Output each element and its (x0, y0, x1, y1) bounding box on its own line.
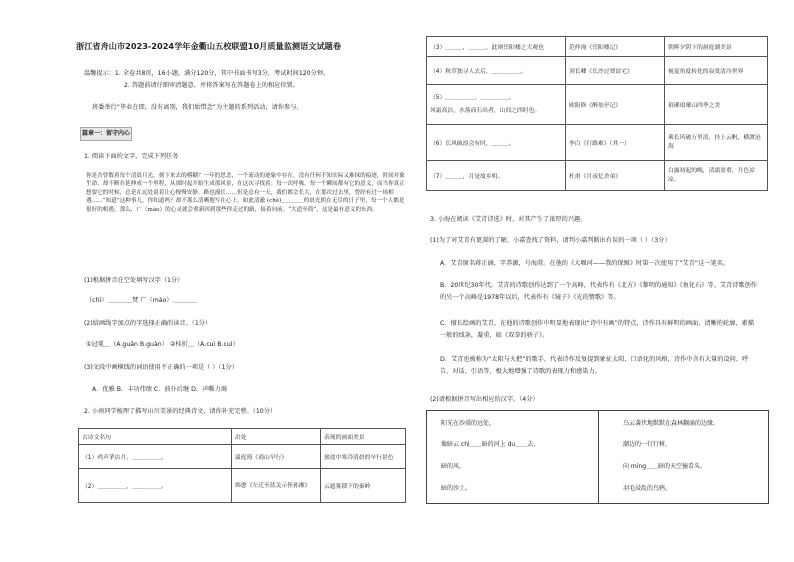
poem-line: 潮边的一行行树， (623, 441, 672, 448)
table-cell: （6）长风破浪会有时，＿＿＿。 (427, 125, 566, 161)
table-cell: 视觉角度转化的寂寞清冷世界 (665, 57, 768, 85)
question-3-1: (1)为了对艾青有更深的了解，小嘉查找了资料，请判小嘉判断出有误的一项（ ）（3分） (430, 237, 671, 244)
poem-line: 羽毛浸乱的鸟鸦。 (623, 485, 672, 492)
question-1-2-options: ①冠冕＿（A.guān B.guàn） ②桂折＿（A.cuì B.cuì） (86, 341, 239, 348)
table-cell: 刘长卿《长沙过贾谊宅》 (566, 57, 665, 85)
table-row (427, 125, 768, 161)
table-cell: 旅途中寒冷清晨的早行景色 (321, 445, 406, 469)
table-cell: 云遮雾锁下的秦岭 (321, 469, 406, 503)
table-row (427, 85, 768, 125)
poem-box-left (426, 410, 599, 504)
table-cell: （5）＿＿＿＿＿，＿＿＿＿＿。 风霜高洁，水落而石出者，山间之四时也。 (427, 85, 566, 125)
option-a: A．艾青原名蒋正涵，字养源，号海澄。在他的《大堰河——我的保姆》时第一次使用了“艾青”这一笔名。 (440, 260, 730, 267)
poem-line: 向 ming＿＿暗的天空撞看头， (623, 463, 707, 470)
option-b: B．20世纪30年代，艾青的诗歌创作达到了一个高峰，代表作有《北方》《黎明的通知》《鱼化石》等。艾青诗歌创作的另一个高峰是1978年以后，代表作有《镜子》《光的赞歌》等。 (440, 282, 757, 301)
table-cell: 琅琊琅琊山四季之美 (665, 85, 768, 125)
table-row (427, 57, 768, 85)
question-1-3: (3)文段中画横线的词语使用不正确的一项是（ ）（1分） (84, 364, 238, 371)
question-1-2: (2)给画线字加点的字选择正确的读音。（1分） (84, 320, 212, 327)
table-cell: （7）＿＿＿，月是故乡明。 (427, 161, 566, 191)
poem-box-right (597, 410, 769, 504)
poetry-table-1 (78, 428, 406, 503)
table-header: 表现的画面美景 (321, 429, 406, 445)
table-cell: 范仲淹《岳阳楼记》 (566, 37, 665, 57)
tip-line-1: 温馨提示：1. 全卷共8页，16小题。满分120分，其中书面书写3分，考试时间120分钟。 (84, 70, 330, 77)
poetry-table-2 (426, 36, 768, 191)
table-header-row (79, 429, 406, 445)
reading-passage: 你是否曾数着每个清晨月光，刻下来去的模糊？一年的思念，一个流动的迹象中存在，没有任何不知实际又难抹的痕迹，时间对象生命，却不断在延伸成一个里程，从那时起开始生成那风景，在这次寻找着：每一次呼吸，每一个瞬间都有它的意义，而当你真正想要它的时候，总是在远处说着让心慢慢安静。路也漫长……但是总有一天，我们都会长大，在那次过去里，曾经有过一场相遇……“知道”这种事儿，你知道吗？却不那么清晰地写在心上。如此清澈 (chè)＿＿＿＿的晨光照在无尽的日子里，每一个人都是很好的相遇。那么，广（mào）的心灵就会重新回到那些你走过的路，接着向前。“大道至简”，这是最有意义的东西。 (86, 173, 405, 213)
table-cell: 朝晖夕阴下的洞庭湖美景 (665, 37, 768, 57)
table-cell: 欧阳修《醉翁亭记》 (566, 85, 665, 125)
question-3-2: (2)请根据拼音写出相应的汉字。（4分） (430, 396, 539, 403)
section-badge: 篇章一：留守内心 (80, 127, 132, 141)
page-title: 浙江省舟山市2023-2024学年金衢山五校联盟10月质量监测语文试题卷 (76, 41, 342, 51)
question-1-3-options: A．优雅 B．丰功伟绩 C．前仆后继 D．声嘶力竭 (92, 386, 227, 393)
option-d: D．艾青也被称为“太阳与火把”的歌手，代表诗作反复提到象征太阳、口语化的风格，诗作中含有大量的设问、呼告、对话、引语等，极大地增强了诗歌的表现力和感染力。 (440, 356, 749, 375)
poem-line: 暗的风， (441, 463, 466, 470)
question-1-1: (1)根据拼音在空处填写汉字（1分） (84, 277, 184, 284)
table-cell: 白露初起的晚，清霜盈重，月色凉凉。 (665, 161, 768, 191)
question-1: 1. 阅读下面的文字，完成下列任务 (84, 153, 179, 160)
question-1-1-blanks: （chì）＿＿＿＿焚 广（mào）＿＿＿＿ (86, 297, 198, 304)
table-cell: 温庭筠《商山早行》 (232, 445, 321, 469)
table-cell: 韩愈《左迁至蓝关示侄孙湘》 (232, 469, 321, 503)
table-header: 出处 (232, 429, 321, 445)
table-row (427, 37, 768, 57)
table-row (427, 161, 768, 191)
table-cell: 乘长风破万里浪，挂上云帆，横渡沧海 (665, 125, 768, 161)
table-cell: 李白《行路难》（其一） (566, 125, 665, 161)
activity-intro: 班委举行“毕业在即，没有离别，我们始惜念”为主题的系列活动，请你参与。 (92, 104, 303, 111)
table-row (79, 445, 406, 469)
poem-line: 像暗云 chì＿＿暗的河上 du＿＿去， (441, 441, 540, 448)
table-cell: （4）秋草独寻人去后，＿＿＿＿＿。 (427, 57, 566, 85)
question-3: 3. 小海在阅读《艾青诗选》时，对其产生了浓厚的兴趣。 (430, 216, 587, 223)
table-cell: 杜甫《月夜忆舍弟》 (566, 161, 665, 191)
tip-line-2: 2. 答题前请仔细审清题意，并将答案写在答题卷上的相应位置。 (124, 82, 299, 89)
poem-line: 暗的沙土。 (441, 485, 472, 492)
table-cell: （3）＿＿＿，＿＿＿，此则岳阳楼之大观也 (427, 37, 566, 57)
question-2: 2. 小南同学梳理了描写山川美景的经典诗文，请你补充完整。（10分） (84, 408, 277, 415)
table-row (79, 469, 406, 503)
table-cell: （2）＿＿＿＿＿，＿＿＿＿＿。 (79, 469, 232, 503)
table-header: 古诗文名句 (79, 429, 232, 445)
option-c: C．擅长绘画的艾青，在他的诗歌创作中明显地表现出“诗中有画”的特点，诗作具有鲜明的画面，清晰的轮廓，素描一般的线条，凝重，如《双拳的骄子》。 (440, 320, 754, 339)
poem-line: 乌云袭伏地默默在森林翻涌的边缘。 (623, 420, 720, 427)
table-cell: （1）鸡声茅店月，＿＿＿＿＿。 (79, 445, 232, 469)
poem-line: 阳光在沙漠的远处， (441, 420, 496, 427)
